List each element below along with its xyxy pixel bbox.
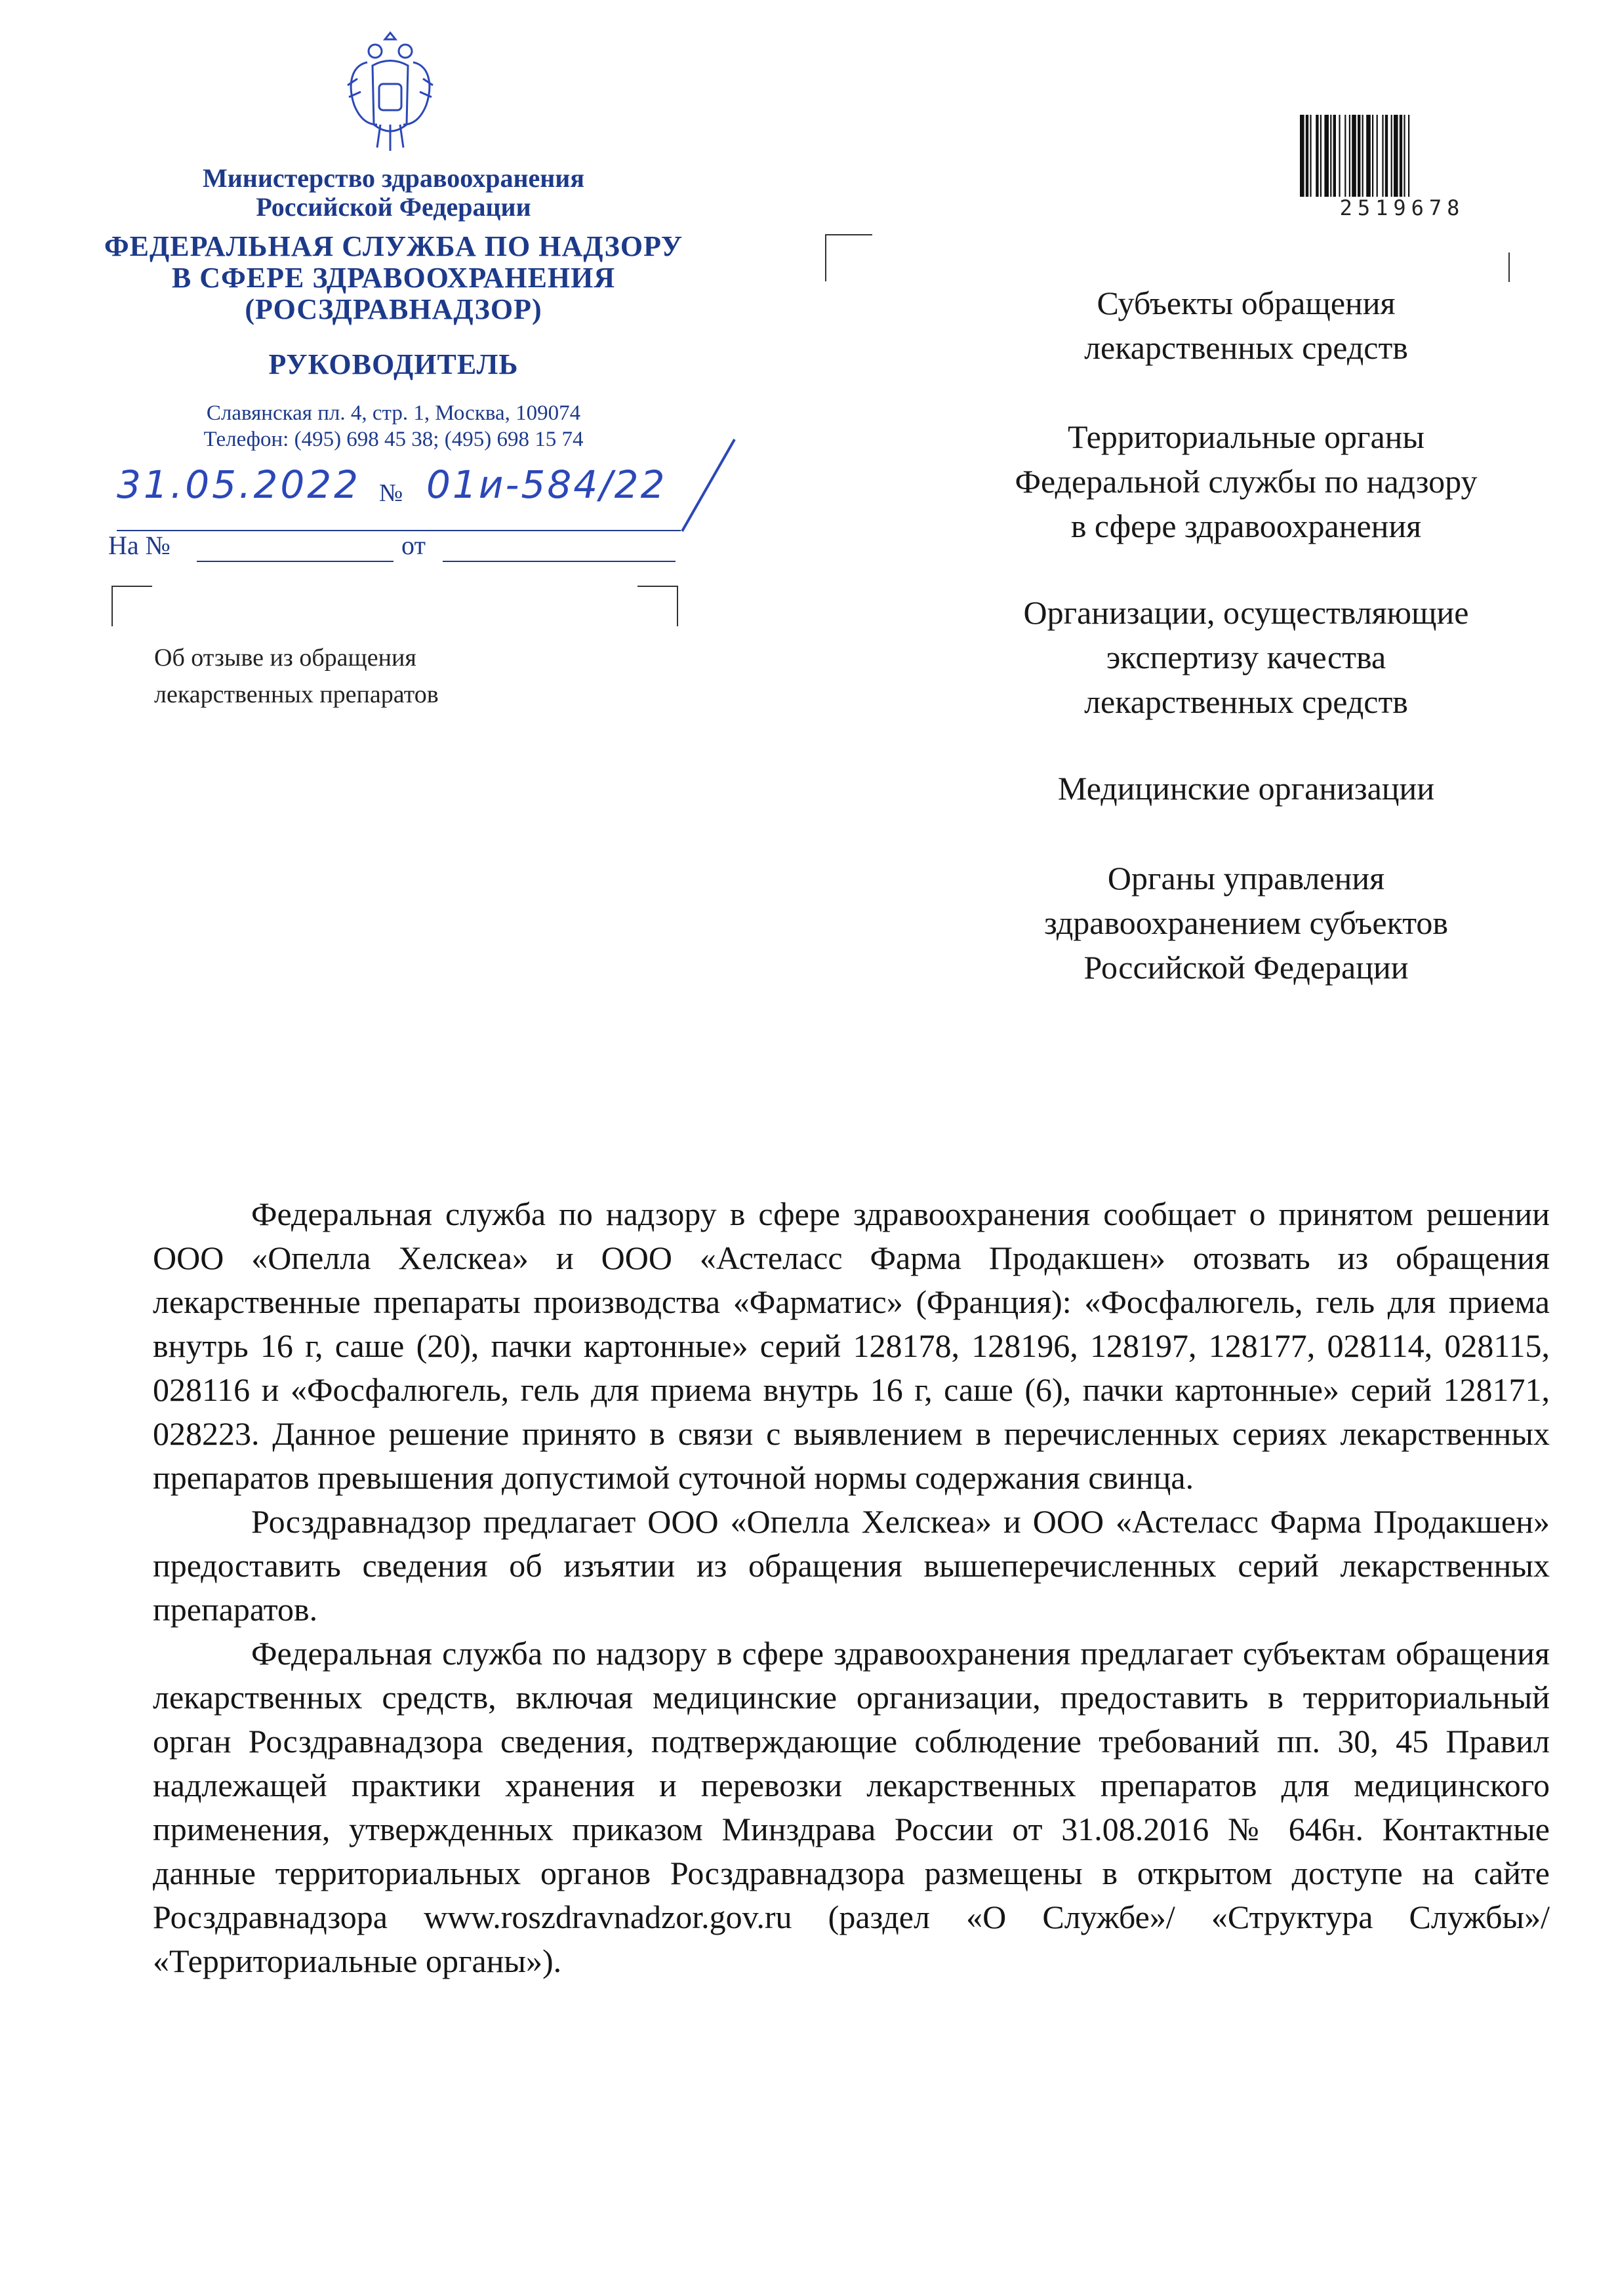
- barcode-bar: [1333, 115, 1336, 197]
- barcode-bar: [1352, 115, 1356, 197]
- ref-number-line: [197, 561, 394, 562]
- barcode-number: 2519678: [1339, 195, 1465, 220]
- barcode-bar: [1408, 115, 1409, 197]
- number-handwritten: 01и-584/22: [426, 462, 667, 507]
- address: Славянская пл. 4, стр. 1, Москва, 109074: [206, 401, 581, 425]
- coat-of-arms-icon: [341, 26, 439, 157]
- barcode-bar: [1330, 115, 1331, 197]
- date-handwritten: 31.05.2022: [117, 462, 361, 507]
- corner-bracket-top-right: [637, 586, 678, 626]
- barcode-bar: [1382, 115, 1383, 197]
- barcode-bar: [1358, 115, 1360, 197]
- date-underline: [117, 530, 681, 531]
- ministry-name-line1: Министерство здравоохранения: [203, 163, 584, 193]
- barcode-bar: [1310, 115, 1311, 197]
- addressee-5: [853, 856, 1616, 990]
- addressee-2: [853, 414, 1616, 548]
- service-name-line1: ФЕДЕРАЛЬНАЯ СЛУЖБА ПО НАДЗОРУ: [104, 230, 683, 262]
- corner-bracket-addressee: [825, 234, 872, 281]
- addressee-line: Органы управления: [1107, 860, 1385, 896]
- ref-date-line: [443, 561, 676, 562]
- barcode-bar: [1391, 115, 1392, 197]
- addressee-line: Организации, осуществляющие: [1023, 594, 1469, 631]
- barcode-bar: [1394, 115, 1398, 197]
- barcode-bar: [1372, 115, 1373, 197]
- ref-number-label: На №: [108, 531, 171, 560]
- barcode-bar: [1324, 115, 1329, 197]
- barcode-bar: [1339, 115, 1340, 197]
- addressee-3: [853, 590, 1616, 724]
- phone: Телефон: (495) 698 45 38; (495) 698 15 74: [203, 428, 584, 451]
- body-paragraph-2: Росздравнадзор предлагает ООО «Опелла Хелскеа» и ООО «Астеласс Фарма Продакшен» предоставить сведения об изъятии из обращения вышеперечисленных серий лекарственных препаратов.: [153, 1503, 1550, 1628]
- addressee-1: [853, 281, 1616, 370]
- addressee-line: экспертизу качества: [1106, 639, 1386, 675]
- addressee-line: Субъекты обращения: [1097, 285, 1396, 321]
- barcode-bar: [1385, 115, 1388, 197]
- slash-mark-icon: [656, 433, 748, 538]
- addressee-4: [853, 766, 1616, 811]
- letter-body: [153, 1192, 1550, 1983]
- addressee-line: Медицинские организации: [1057, 770, 1435, 807]
- body-paragraph-1: Федеральная служба по надзору в сфере здравоохранения сообщает о принятом решении ООО «Опелла Хелскеа» и ООО «Астеласс Фарма Продакшен» отозвать из обращения лекарственные препараты производства «Фарматис» (Франция): «Фосфалюгель, гель для приема внутрь 16 г, саше (20), пачки картонные» серий 128178, 128196, 128197, 128177, 028114, 028115, 028116 и «Фосфалюгель, гель для приема внутрь 16 г, саше (6), пачки картонные» серий 128171, 028223. Данное решение принято в связи с выявлением в перечисленных сериях лекарственных препаратов превышения допустимой суточной нормы содержания свинца.: [153, 1196, 1550, 1496]
- ref-from-label: от: [401, 531, 426, 560]
- barcode-bar: [1344, 115, 1346, 197]
- subject-line2: лекарственных препаратов: [154, 681, 439, 708]
- subject-line1: Об отзыве из обращения: [154, 644, 416, 672]
- service-name-line3: (РОСЗДРАВНАДЗОР): [245, 293, 542, 325]
- addressee-line: лекарственных средств: [1084, 683, 1408, 720]
- number-sign: №: [379, 479, 403, 507]
- position-title: РУКОВОДИТЕЛЬ: [268, 348, 519, 380]
- addressee-line: в сфере здравоохранения: [1070, 508, 1422, 544]
- ministry-name-line2: Российской Федерации: [256, 192, 531, 222]
- barcode-bar: [1362, 115, 1364, 197]
- barcode-icon: [1297, 108, 1507, 207]
- service-name-line2: В СФЕРЕ ЗДРАВООХРАНЕНИЯ: [171, 262, 616, 294]
- addressee-line: здравоохранением субъектов: [1043, 904, 1449, 941]
- barcode-bar: [1366, 115, 1371, 197]
- barcode-bar: [1400, 115, 1402, 197]
- barcode-bar: [1377, 115, 1378, 197]
- barcode-bar: [1300, 115, 1304, 197]
- addressee-right-mark: [1508, 252, 1510, 282]
- addressee-line: Территориальные органы: [1067, 418, 1425, 455]
- body-paragraph-3: Федеральная служба по надзору в сфере здравоохранения предлагает субъектам обращения лекарственных средств, включая медицинские организации, предоставить в территориальный орган Росздравнадзора сведения, подтверждающие соблюдение требований пп. 30, 45 Правил надлежащей практики хранения и перевозки лекарственных препаратов для медицинского применения, утвержденных приказом Минздрава России от 31.08.2016 № 646н. Контактные данные территориальных органов Росздравнадзора размещены в открытом доступе на сайте Росздравнадзора www.roszdravnadzor.gov.ru (раздел «О Службе»/ «Структура Службы»/ «Территориальные органы»).: [153, 1635, 1550, 1979]
- subject: [154, 639, 439, 713]
- barcode-bar: [1306, 115, 1308, 197]
- addressee-line: Российской Федерации: [1083, 949, 1409, 986]
- addressee-line: Федеральной службы по надзору: [1015, 463, 1478, 500]
- barcode-bar: [1349, 115, 1350, 197]
- barcode-bar: [1316, 115, 1318, 197]
- addressee-line: лекарственных средств: [1084, 329, 1408, 366]
- corner-bracket-top-left: [111, 586, 152, 626]
- barcode-bar: [1320, 115, 1322, 197]
- barcode-bar: [1404, 115, 1405, 197]
